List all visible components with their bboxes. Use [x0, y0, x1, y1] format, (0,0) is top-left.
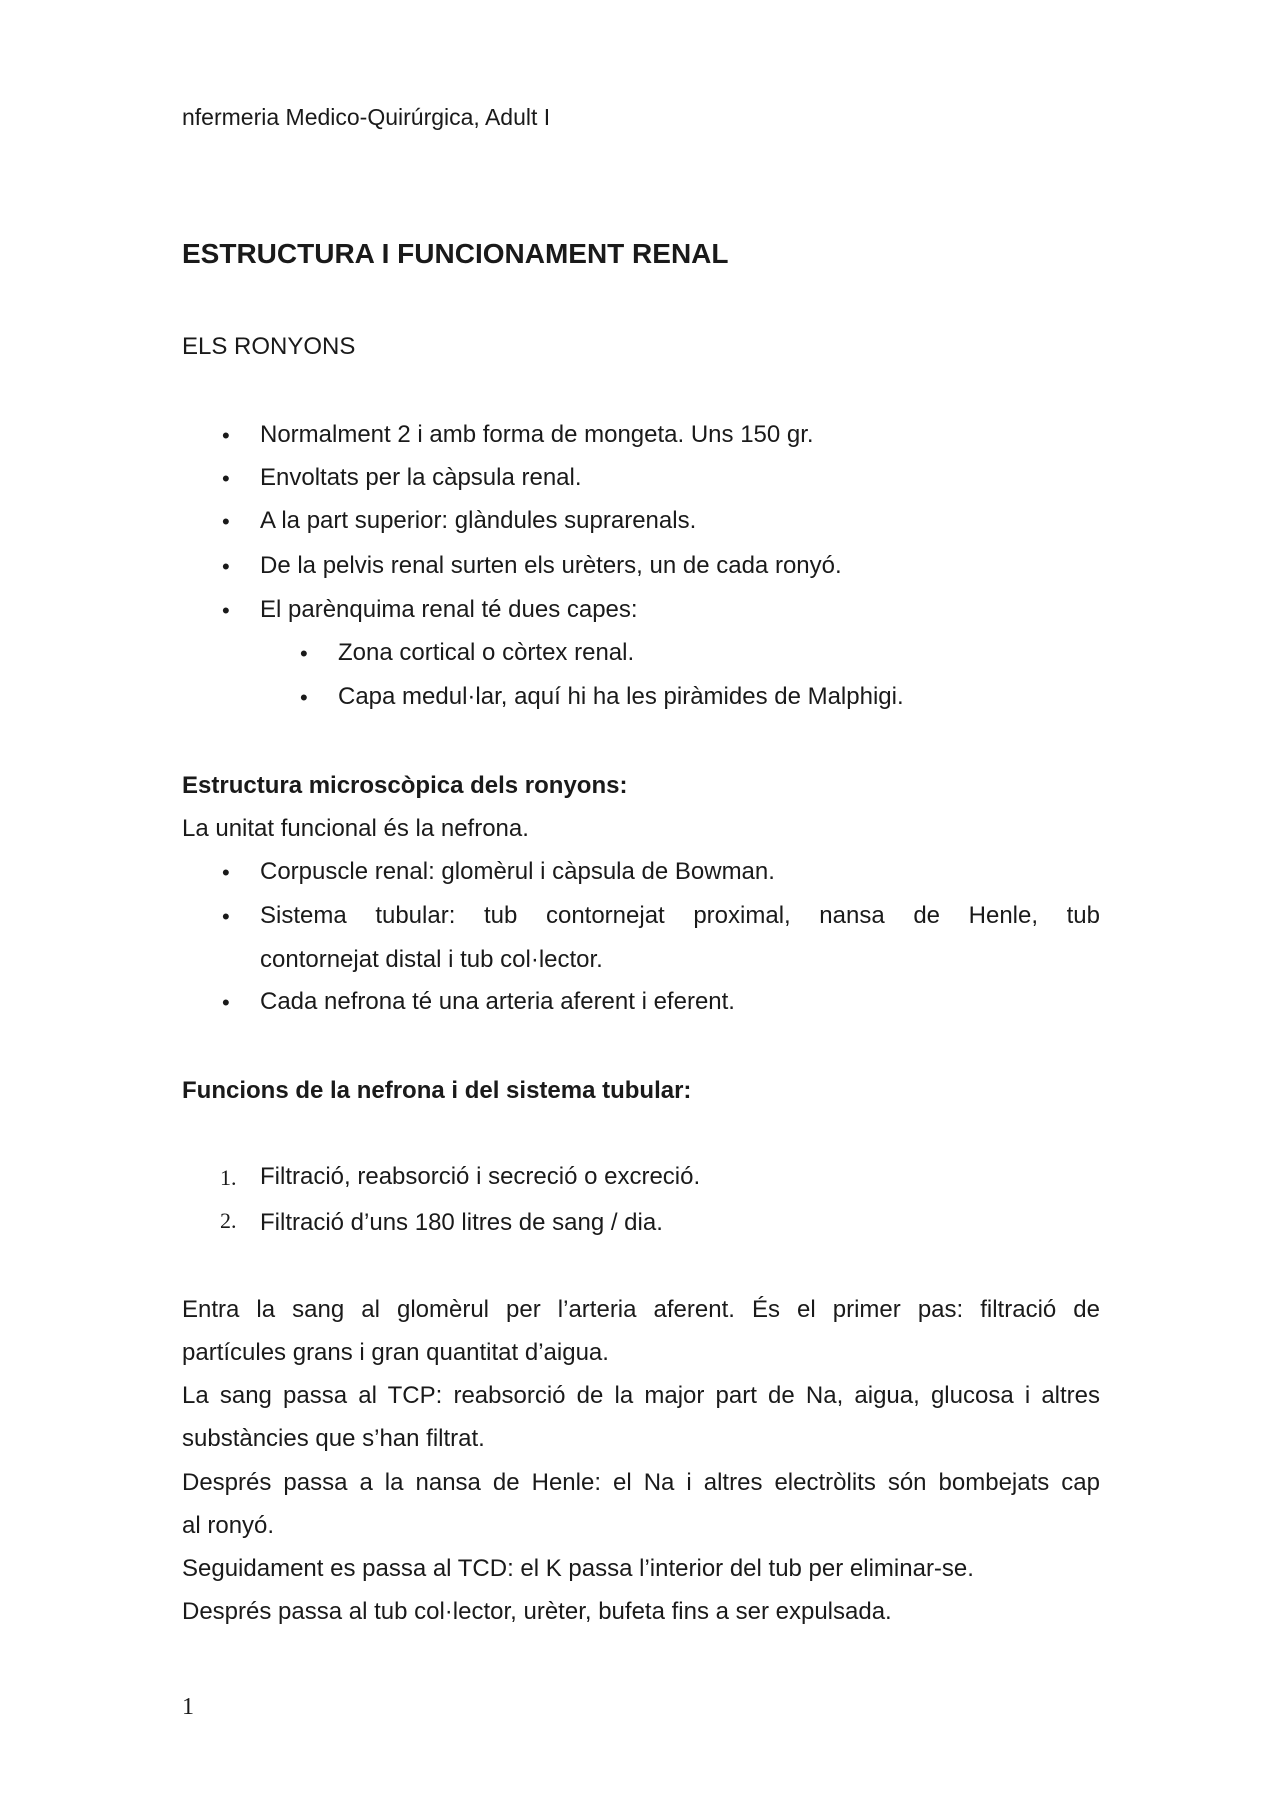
list-item: De la pelvis renal surten els urèters, un de cada ronyó. — [260, 552, 842, 579]
paragraph-line: Entra la sang al glomèrul per l’arteria aferent. És el primer pas: filtració de — [182, 1296, 1100, 1323]
bullet-icon: • — [300, 685, 308, 710]
list-item: Sistema tubular: tub contornejat proximal, nansa de Henle, tub — [260, 902, 1100, 929]
section-intro: La unitat funcional és la nefrona. — [182, 815, 529, 842]
list-number: 2. — [220, 1208, 237, 1233]
list-item: Normalment 2 i amb forma de mongeta. Uns 150 gr. — [260, 421, 814, 448]
section-heading-funcions: Funcions de la nefrona i del sistema tubular: — [182, 1077, 692, 1104]
paragraph-line: substàncies que s’han filtrat. — [182, 1425, 485, 1452]
list-item: Corpuscle renal: glomèrul i càpsula de Bowman. — [260, 858, 775, 885]
bullet-icon: • — [222, 904, 230, 929]
list-item: Envoltats per la càpsula renal. — [260, 464, 582, 491]
paragraph-line: Després passa a la nansa de Henle: el Na i altres electròlits són bombejats cap — [182, 1469, 1100, 1496]
list-item: Filtració d’uns 180 litres de sang / dia. — [260, 1209, 663, 1236]
section-heading-estructura: Estructura microscòpica dels ronyons: — [182, 772, 628, 799]
list-number: 1. — [220, 1165, 237, 1190]
document-title: ESTRUCTURA I FUNCIONAMENT RENAL — [182, 238, 729, 269]
bullet-icon: • — [222, 423, 230, 448]
paragraph-line: Després passa al tub col·lector, urèter, bufeta fins a ser expulsada. — [182, 1598, 892, 1625]
list-item: A la part superior: glàndules suprarenals. — [260, 507, 697, 534]
bullet-icon: • — [222, 990, 230, 1015]
paragraph-line: Seguidament es passa al TCD: el K passa l’interior del tub per eliminar-se. — [182, 1555, 974, 1582]
bullet-icon: • — [222, 509, 230, 534]
list-item: Filtració, reabsorció i secreció o excreció. — [260, 1163, 701, 1190]
page-header: nfermeria Medico-Quirúrgica, Adult I — [182, 104, 551, 130]
bullet-icon: • — [222, 466, 230, 491]
sub-list-item: Capa medul·lar, aquí hi ha les piràmides de Malphigi. — [338, 683, 904, 710]
page-number: 1 — [182, 1694, 194, 1720]
sub-list-item: Zona cortical o còrtex renal. — [338, 639, 635, 666]
paragraph-line: partícules grans i gran quantitat d’aigua. — [182, 1339, 609, 1366]
bullet-icon: • — [222, 860, 230, 885]
list-item: Cada nefrona té una arteria aferent i eferent. — [260, 988, 735, 1015]
list-item: El parènquima renal té dues capes: — [260, 596, 638, 623]
list-item-continuation: contornejat distal i tub col·lector. — [260, 946, 603, 973]
paragraph-line: al ronyó. — [182, 1512, 275, 1539]
bullet-icon: • — [222, 554, 230, 579]
paragraph-line: La sang passa al TCP: reabsorció de la major part de Na, aigua, glucosa i altres — [182, 1382, 1100, 1409]
bullet-icon: • — [300, 641, 308, 666]
bullet-icon: • — [222, 598, 230, 623]
section-heading-ronyons: ELS RONYONS — [182, 333, 356, 360]
